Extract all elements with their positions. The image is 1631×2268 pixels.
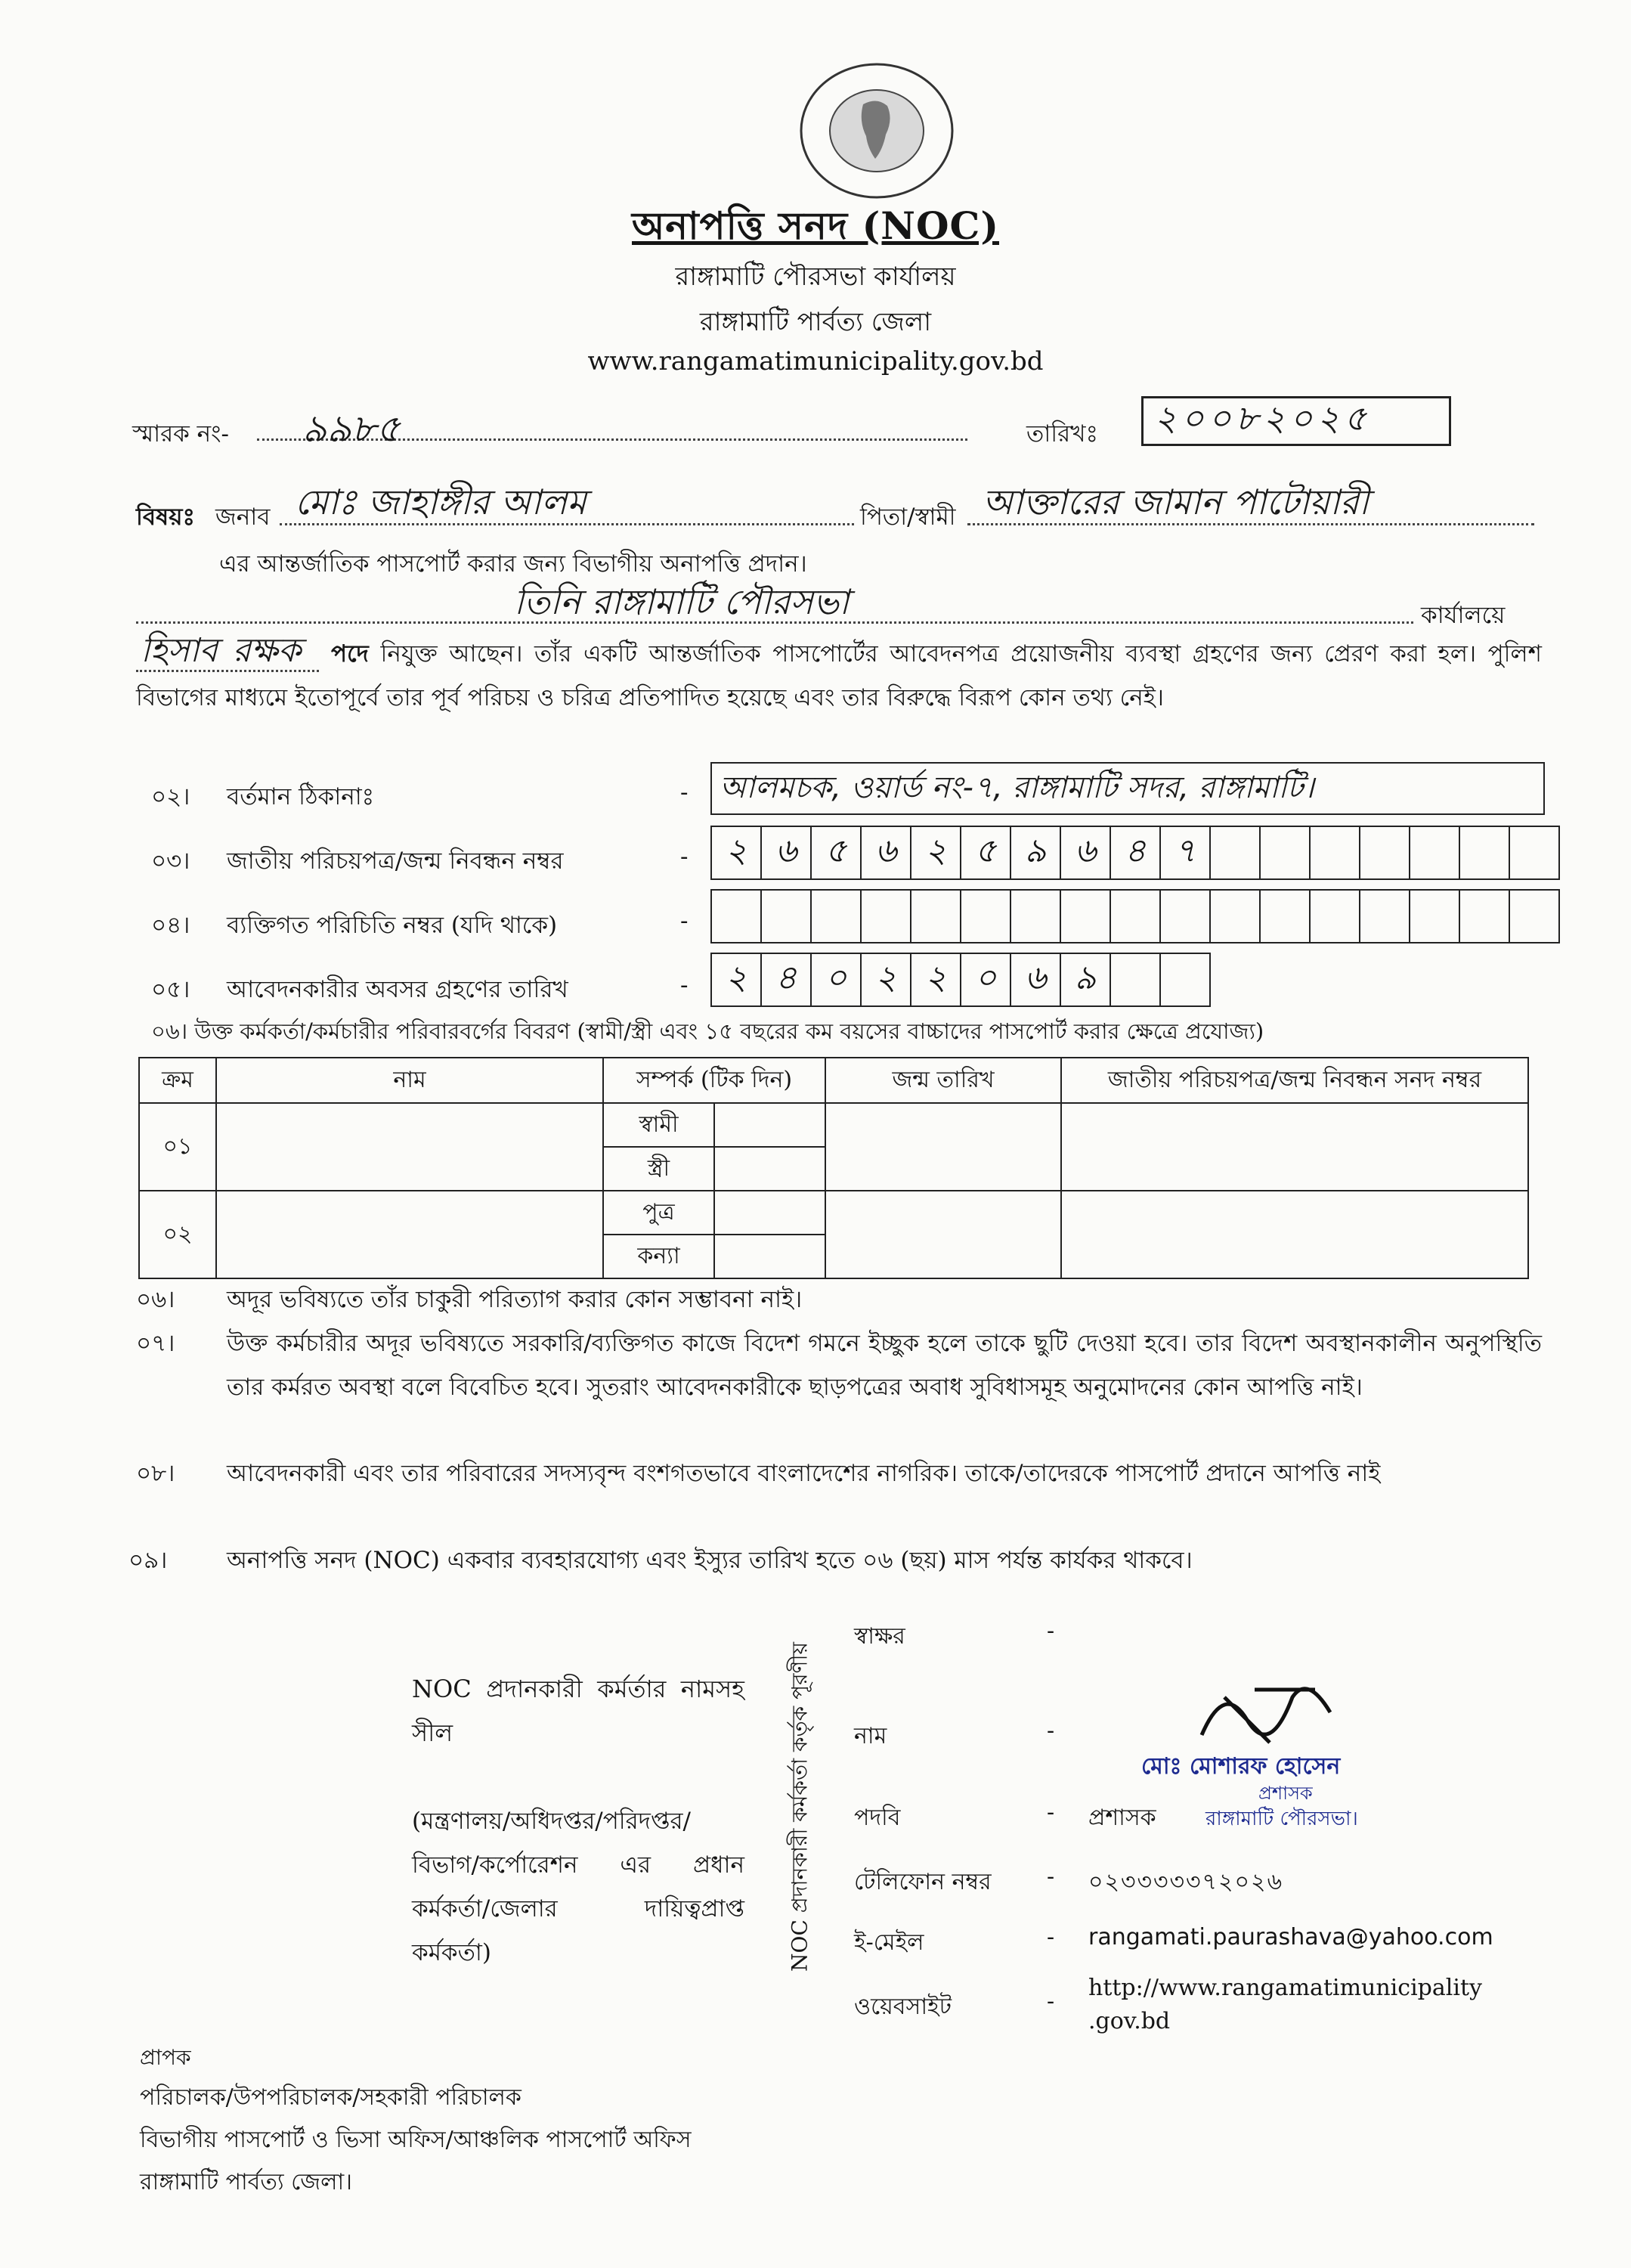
government-seal [794, 59, 960, 203]
email-label: ই-মেইল [854, 1929, 924, 1956]
col-relation: সম্পর্ক (টিক দিন) [603, 1058, 825, 1103]
digit-box [1460, 891, 1510, 942]
father-name-field [967, 476, 1534, 525]
clause-num: ০৬। [136, 1286, 175, 1313]
clause-06 [136, 1278, 1542, 1321]
relation-tick-cell [714, 1235, 825, 1278]
nid-label: জাতীয় পরিচয়পত্র/জন্ম নিবন্ধন নম্বর [227, 847, 564, 875]
applicant-name-field [280, 476, 854, 525]
document-title: অনাপত্তি সনদ (NOC) [632, 203, 999, 248]
phone-dash: - [1047, 1864, 1055, 1890]
digit-box [1311, 891, 1360, 942]
district-name: রাঙ্গামাটি পার্বত্য জেলা [699, 307, 932, 337]
digit-box: ০ [812, 954, 862, 1005]
digit-box: ৫ [812, 827, 862, 878]
digit-box: ৬ [1061, 827, 1111, 878]
digit-box [1510, 827, 1558, 878]
retirement-date-boxes [710, 953, 1211, 1007]
office-name: রাঙ্গামাটি পৌরসভা কার্যালয় [675, 262, 956, 292]
clause-text: আবেদনকারী এবং তার পরিবারের সদস্যবৃন্দ বংশগতভাবে বাংলাদেশের নাগরিক। তাকে/তাদেরকে পাসপোর্ট প্রদানে আপত্তি নাই [227, 1460, 1381, 1487]
digit-box [1261, 891, 1311, 942]
recipient-line-1: পরিচালক/উপপরিচালক/সহকারী পরিচালক [140, 2084, 521, 2111]
table-row [139, 1191, 1528, 1235]
digit-box [961, 891, 1011, 942]
digit-box [712, 891, 762, 942]
digit-box: ২ [862, 954, 911, 1005]
memo-number: ৯৯৮৫ [302, 407, 401, 451]
post-value: হিসাব রক্ষক [136, 631, 319, 672]
clause-num: ০৯। [128, 1547, 168, 1574]
website-value: http://www.rangamatimunicipality .gov.bd [1088, 1975, 1482, 2034]
stamp-title: প্রশাসক [1258, 1783, 1313, 1804]
email-dash: - [1047, 1924, 1055, 1950]
date-value: ২০০৮২০২৫ [1154, 398, 1372, 438]
relation-tick-cell [714, 1191, 825, 1235]
signature-dash: - [1047, 1618, 1055, 1644]
designation-dash: - [1047, 1799, 1055, 1826]
table-row [139, 1103, 1528, 1147]
vertical-text: NOC প্রদানকারী কর্মকর্তা কর্তৃক পূরণীয় [787, 1642, 812, 1972]
clause-num: ০৮। [136, 1460, 175, 1487]
janab-label: জনাব [215, 503, 271, 531]
phone-label: টেলিফোন নম্বর [854, 1869, 992, 1895]
digit-box: ৪ [1111, 827, 1161, 878]
digit-box [1211, 891, 1261, 942]
retirement-label: আবেদনকারীর অবসর গ্রহণের তারিখ [227, 976, 568, 1003]
field-num-04: ০৪। [151, 912, 190, 939]
clause-09 [128, 1538, 1542, 1582]
digit-box: ৭ [1161, 827, 1211, 878]
family-table [138, 1057, 1529, 1279]
nid-cell [1061, 1103, 1528, 1191]
post-paragraph [136, 629, 1542, 720]
post-label: পদে [331, 640, 369, 668]
col-nid: জাতীয় পরিচয়পত্র/জন্ম নিবন্ধন সনদ নম্বর [1061, 1058, 1528, 1103]
signature-scribble [1179, 1667, 1360, 1758]
relation-tick-cell [714, 1147, 825, 1191]
signing-left-note: (মন্ত্রণালয়/অধিদপ্তর/পরিদপ্তর/বিভাগ/কর্পোরেশন এর প্রধান কর্মকর্তা/জেলার দায়িত্বপ্রাপ্ত কর্মকর্তা) [412, 1808, 744, 1966]
col-serial: ক্রম [139, 1058, 216, 1103]
digit-box: ২ [712, 954, 762, 1005]
digit-box [1460, 827, 1510, 878]
subject-line2: এর আন্তর্জাতিক পাসপোর্ট করার জন্য বিভাগীয় অনাপত্তি প্রদান। [219, 550, 807, 578]
digit-box: ৬ [762, 827, 812, 878]
clause-text: অদূর ভবিষ্যতে তাঁর চাকুরী পরিত্যাগ করার কোন সম্ভাবনা নাই। [227, 1286, 803, 1313]
recipient-label: প্রাপক [140, 2045, 191, 2070]
relation-tick-cell [714, 1103, 825, 1147]
clause-text: অনাপত্তি সনদ (NOC) একবার ব্যবহারযোগ্য এবং ইস্যুর তারিখ হতে ০৬ (ছয়) মাস পর্যন্ত কার্যকর থাকবে। [227, 1547, 1193, 1574]
office-line-field [136, 576, 1413, 624]
personal-id-label: ব্যক্তিগত পরিচিতি নম্বর (যদি থাকে) [227, 912, 558, 939]
designation-label: পদবি [854, 1805, 901, 1831]
field-num-02: ০২। [151, 783, 190, 810]
post-text: নিযুক্ত আছেন। তাঁর একটি আন্তর্জাতিক পাসপোর্টের আবেদনপত্র প্রয়োজনীয় ব্যবস্থা গ্রহণের জন্য প্রেরণ করা হল। পুলিশ বিভাগের মাধ্যমে ইতোপূর্বে তার পূর্ব পরিচয় ও চরিত্র প্রতিপাদিত হয়েছে এবং তার বিরুদ্ধে বিরূপ কোন তথ্য নেই। [136, 640, 1542, 711]
date-label: তারিখঃ [1026, 420, 1099, 448]
recipient-line-2: বিভাগীয় পাসপোর্ট ও ভিসা অফিস/আঞ্চলিক পাসপোর্ট অফিস [140, 2127, 692, 2153]
digit-box [762, 891, 812, 942]
designation-value: প্রশাসক [1088, 1805, 1156, 1831]
personal-id-dash: - [680, 907, 689, 934]
digit-box: ৬ [862, 827, 911, 878]
digit-box [911, 891, 961, 942]
website-dash: - [1047, 1988, 1055, 2015]
email-value: rangamati.paurashava@yahoo.com [1088, 1924, 1493, 1950]
name-label: নাম [854, 1723, 887, 1749]
relation-label: স্ত্রী [603, 1147, 714, 1191]
address-dash: - [680, 779, 689, 806]
digit-box [812, 891, 862, 942]
subject-label: বিষয়ঃ [136, 503, 196, 531]
clause-08 [136, 1452, 1542, 1495]
relation-label: পুত্র [603, 1191, 714, 1235]
office-line-value: তিনি রাঙ্গামাটি পৌরসভা [514, 581, 850, 622]
clause-num: ০৭। [136, 1330, 175, 1357]
digit-box [1410, 891, 1460, 942]
digit-box [1211, 827, 1261, 878]
name-dash: - [1047, 1718, 1055, 1744]
personal-id-boxes [710, 889, 1560, 943]
digit-box [1510, 891, 1558, 942]
applicant-name: মোঃ জাহাঙ্গীর আলম [295, 482, 586, 522]
digit-box: ৯ [1061, 954, 1111, 1005]
digit-box [1360, 827, 1410, 878]
field-num-03: ০৩। [151, 847, 190, 875]
row-serial: ০১ [139, 1103, 216, 1191]
digit-box [1161, 954, 1209, 1005]
signing-left-title: NOC প্রদানকারী কর্মর্তার নামসহ সীল [412, 1675, 744, 1747]
website-header: www.rangamatimunicipality.gov.bd [587, 346, 1044, 376]
father-name: আক্তারের জামান পাটোয়ারী [983, 482, 1369, 522]
clause-text: উক্ত কর্মচারীর অদূর ভবিষ্যতে সরকারি/ব্যক্তিগত কাজে বিদেশ গমনে ইচ্ছুক হলে তাকে ছুটি দেওয়া হবে। তার বিদেশ অবস্থানকালীন অনুপস্থিতি তার কর্মরত অবস্থা বলে বিবেচিত হবে। সুতরাং আবেদনকারীকে ছাড়পত্রের অবাধ সুবিধাসমূহ অনুমোদনের কোন আপত্তি নাই। [227, 1330, 1542, 1401]
digit-box [1261, 827, 1311, 878]
digit-box: ৪ [762, 954, 812, 1005]
digit-box [1111, 954, 1161, 1005]
digit-box [1061, 891, 1111, 942]
digit-box [1360, 891, 1410, 942]
address-box [710, 762, 1545, 815]
row-name-cell [216, 1103, 603, 1191]
father-label: পিতা/স্বামী [860, 503, 956, 531]
signature-label: স্বাক্ষর [854, 1623, 905, 1650]
phone-value: ০২৩৩৩৩৩৭২০২৬ [1088, 1869, 1284, 1895]
memo-field [257, 401, 967, 451]
website-label: ওয়েবসাইট [854, 1994, 952, 2020]
digit-box [1410, 827, 1460, 878]
digit-box: ২ [911, 954, 961, 1005]
digit-box [1161, 891, 1211, 942]
relation-label: কন্যা [603, 1235, 714, 1278]
field-num-05: ০৫। [151, 976, 190, 1003]
digit-box [1111, 891, 1161, 942]
row-name-cell [216, 1191, 603, 1278]
birthdate-cell [825, 1103, 1061, 1191]
relation-label: স্বামী [603, 1103, 714, 1147]
retirement-dash: - [680, 971, 689, 999]
recipient-line-3: রাঙ্গামাটি পার্বত্য জেলা। [140, 2169, 352, 2195]
digit-box [1011, 891, 1061, 942]
family-intro: ০৬। উক্ত কর্মকর্তা/কর্মচারীর পরিবারবর্গের বিবরণ (স্বামী/স্ত্রী এবং ১৫ বছরের কম বয়সের বাচ্চাদের পাসপোর্ট করার ক্ষেত্রে প্রযোজ্য) [151, 1018, 1264, 1044]
stamp-office: রাঙ্গামাটি পৌরসভা। [1205, 1808, 1358, 1830]
memo-label: স্মারক নং- [132, 420, 230, 448]
digit-box [1311, 827, 1360, 878]
address-label: বর্তমান ঠিকানাঃ [227, 783, 375, 810]
address-value: আলমচক, ওয়ার্ড নং-৭, রাঙ্গামাটি সদর, রাঙ্গামাটি। [720, 770, 1314, 805]
birthdate-cell [825, 1191, 1061, 1278]
digit-box: ২ [911, 827, 961, 878]
digit-box [862, 891, 911, 942]
nid-cell [1061, 1191, 1528, 1278]
digit-box: ৬ [1011, 954, 1061, 1005]
clause-07 [136, 1321, 1542, 1409]
row-serial: ০২ [139, 1191, 216, 1278]
nid-number-boxes [710, 826, 1560, 880]
vertical-label [775, 1610, 828, 2003]
nid-dash: - [680, 843, 689, 870]
digit-box: ০ [961, 954, 1011, 1005]
digit-box: ৫ [961, 827, 1011, 878]
date-box [1141, 396, 1451, 446]
digit-box: ২ [712, 827, 762, 878]
digit-box: ৯ [1011, 827, 1061, 878]
stamp-name: মোঃ মোশারফ হোসেন [1141, 1753, 1341, 1780]
col-birthdate: জন্ম তারিখ [825, 1058, 1061, 1103]
office-line-suffix: কার্যালয়ে [1421, 602, 1506, 629]
col-name: নাম [216, 1058, 603, 1103]
